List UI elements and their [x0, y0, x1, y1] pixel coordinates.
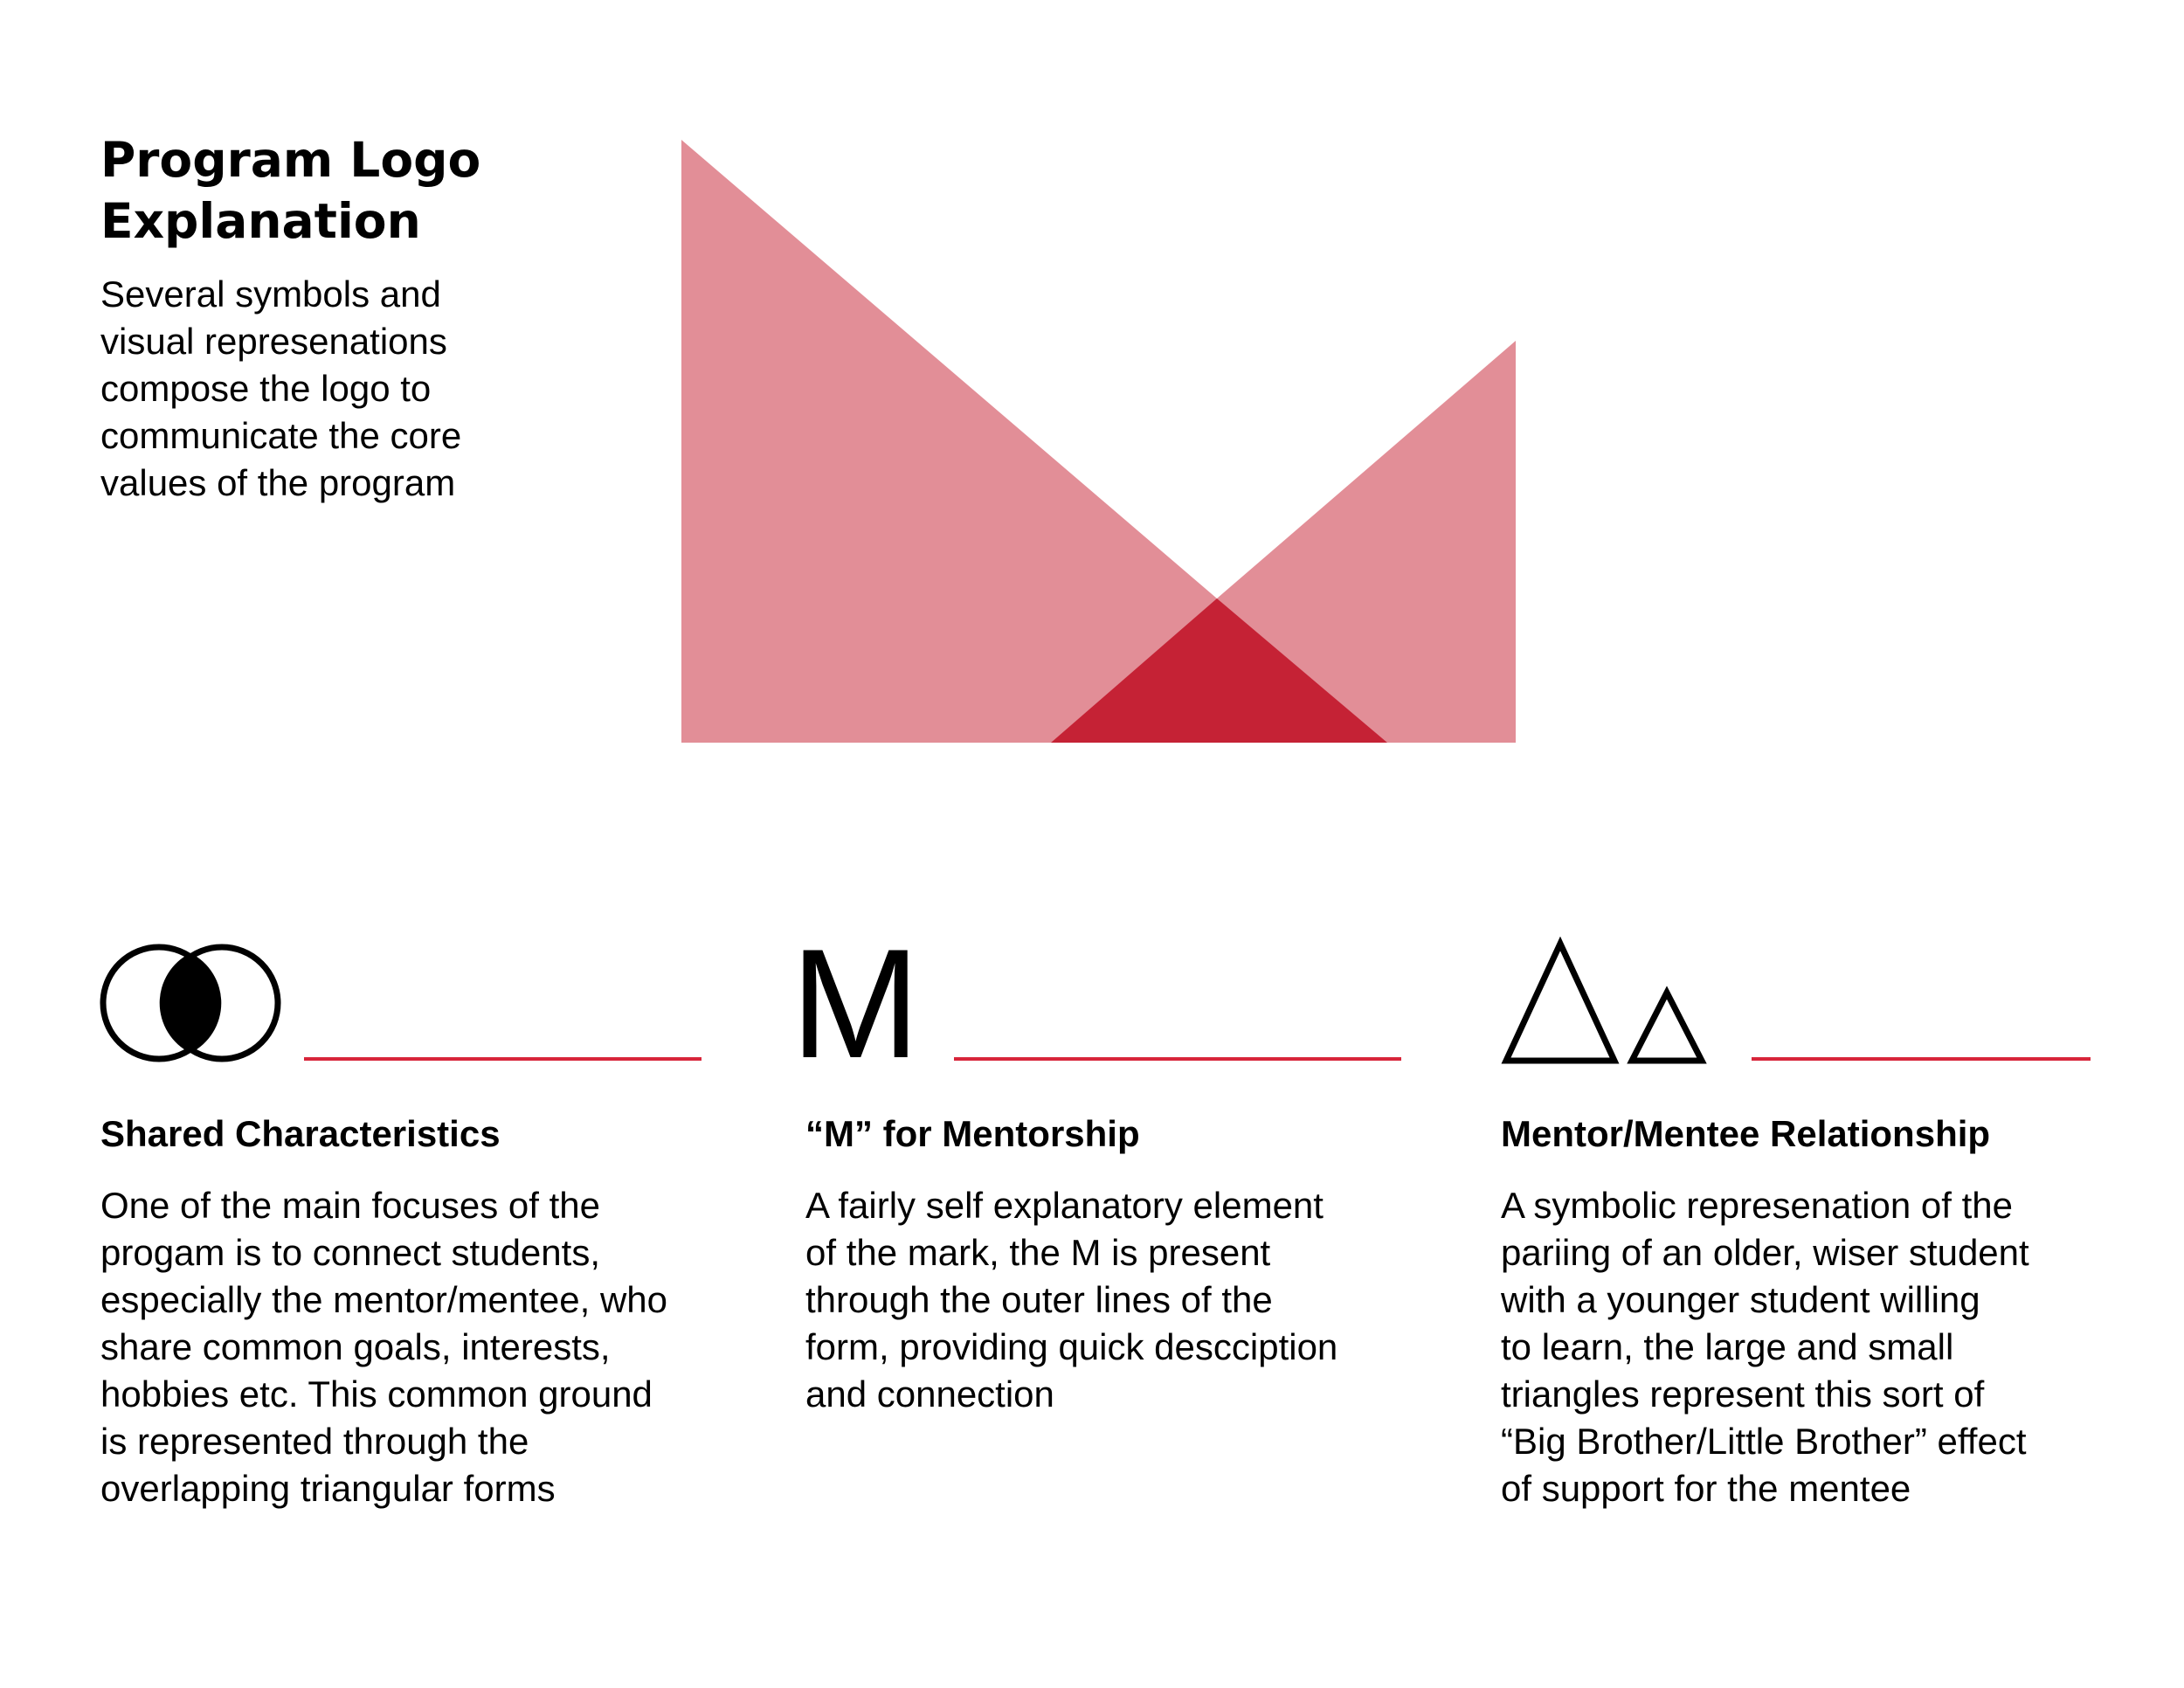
overlapping-circles-icon: [98, 942, 283, 1064]
body-line: A symbolic represenation of the: [1501, 1185, 2013, 1226]
body-line: A fairly self explanatory element: [805, 1185, 1324, 1226]
body-line: with a younger student willing: [1501, 1279, 1980, 1320]
page-title: [100, 129, 590, 252]
section-divider-line: [1752, 1057, 2091, 1061]
section-body-shared-characteristics: [100, 1182, 764, 1512]
page-title-line-2: Explanation: [100, 193, 421, 249]
body-line: to learn, the large and small: [1501, 1326, 1954, 1367]
section-divider-line: [304, 1057, 702, 1061]
body-line: of support for the mentee: [1501, 1468, 1911, 1509]
letter-m-glyph: M: [791, 917, 921, 1090]
section-body-mentor-mentee-relationship: [1501, 1182, 2112, 1512]
section-body-m-for-mentorship: [805, 1182, 1417, 1418]
logo-large-triangle: [681, 140, 1217, 743]
intro-line: values of the program: [100, 462, 456, 503]
page-title-line-1: Program Logo: [100, 132, 481, 188]
large-triangle-outline: [1506, 944, 1614, 1061]
body-line: hobbies etc. This common ground: [100, 1373, 653, 1415]
section-heading-mentor-mentee-relationship: Mentor/Mentee Relationship: [1501, 1113, 1991, 1154]
body-line: triangles represent this sort of: [1501, 1373, 1985, 1415]
small-triangle-outline: [1632, 993, 1702, 1061]
body-line: form, providing quick descciption: [805, 1326, 1338, 1367]
body-line: especially the mentor/mentee, who: [100, 1279, 668, 1320]
body-line: One of the main focuses of the: [100, 1185, 601, 1226]
body-line: through the outer lines of the: [805, 1279, 1273, 1320]
intro-line: compose the logo to: [100, 368, 432, 409]
body-line: and connection: [805, 1373, 1054, 1415]
program-logo-mark: [681, 140, 1516, 743]
intro-line: communicate the core: [100, 415, 462, 456]
large-small-triangles-icon: [1501, 937, 1711, 1066]
intro-paragraph: [100, 271, 555, 507]
section-heading-m-for-mentorship: “M” for Mentorship: [805, 1113, 1140, 1154]
section-heading-shared-characteristics: Shared Characteristics: [100, 1113, 501, 1154]
body-line: overlapping triangular forms: [100, 1468, 556, 1509]
section-divider-line: [954, 1057, 1401, 1061]
body-line: of the mark, the M is present: [805, 1232, 1271, 1273]
body-line: pariing of an older, wiser student: [1501, 1232, 2029, 1273]
body-line: progam is to connect students,: [100, 1232, 600, 1273]
body-line: “Big Brother/Little Brother” effect: [1501, 1421, 2027, 1462]
intro-line: Several symbols and: [100, 273, 441, 315]
body-line: is represented through the: [100, 1421, 529, 1462]
intro-line: visual represenations: [100, 321, 447, 362]
body-line: share common goals, interests,: [100, 1326, 611, 1367]
